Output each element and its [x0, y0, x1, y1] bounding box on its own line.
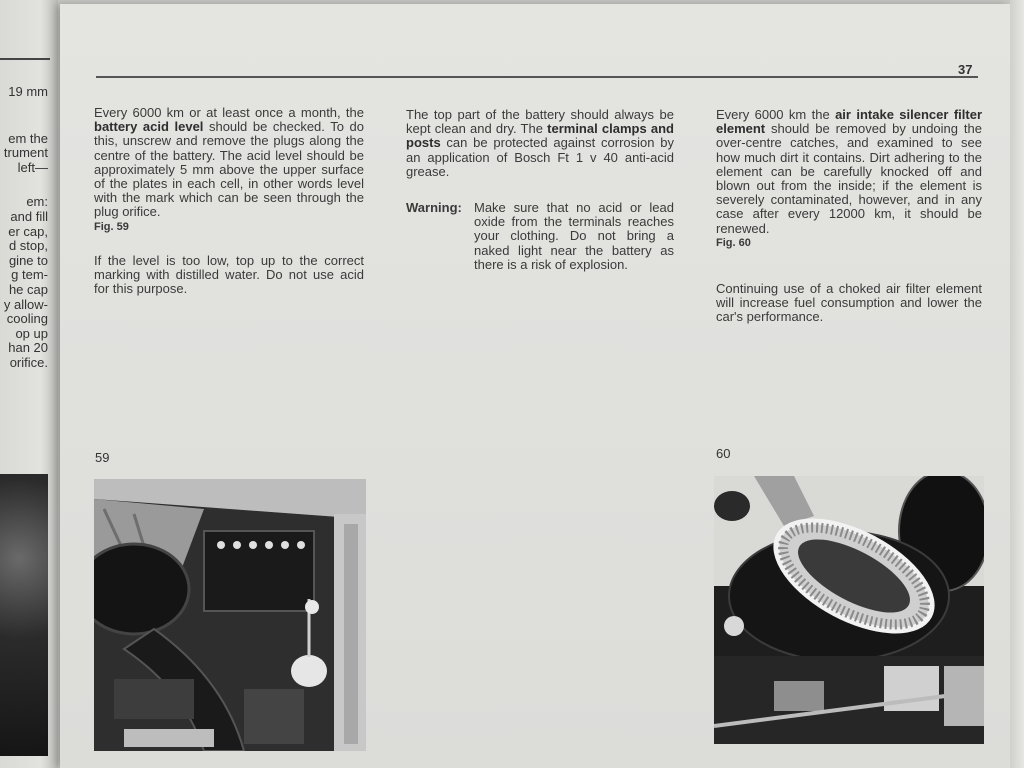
air-filter-element-image — [714, 476, 984, 744]
warning-label: Warning: — [406, 200, 462, 216]
figure-reference: Fig. 59 — [94, 220, 129, 233]
figure-number: 60 — [716, 446, 731, 461]
prev-line: and fill — [10, 208, 48, 224]
prev-line: trument — [3, 145, 48, 161]
previous-page-edge — [0, 0, 58, 768]
battery-photo — [94, 479, 366, 751]
previous-page-photo — [0, 474, 48, 756]
column-battery-acid — [94, 106, 364, 296]
warning-block — [406, 201, 674, 272]
column-air-filter — [716, 108, 982, 324]
figure-number: 59 — [95, 450, 110, 465]
prev-line: gine to — [8, 252, 48, 268]
battery-acid-level-term: battery acid level — [94, 119, 204, 135]
manual-page — [60, 4, 1010, 768]
prev-line: d stop, — [8, 238, 48, 254]
header-rule — [96, 76, 978, 78]
prev-line: op up — [15, 325, 48, 341]
next-page-edge — [1010, 0, 1024, 768]
prev-line: em the — [8, 130, 48, 146]
terminal-clamps-term: terminal clamps and posts — [406, 121, 674, 151]
page-number: 37 — [958, 62, 973, 77]
prev-line: he cap — [8, 281, 48, 297]
prev-line: left— — [17, 159, 48, 175]
prev-line: y allow- — [3, 296, 48, 312]
column-terminals — [406, 108, 674, 272]
prev-line: 19 mm — [8, 84, 48, 99]
battery-acid-paragraph: Every 6000 km or at least once a month, the battery acid level should be checked. To do this, unscrew and remove the plugs along the centre of the battery. The acid level should be approximately 5 mm above the upper surface of the plates in each cell, in other words level with the mark which can be seen through the plug orifice. — [94, 105, 364, 220]
prev-line: g tem- — [11, 267, 48, 283]
prev-line: han 20 — [8, 340, 48, 356]
warning-text: Make sure that no acid or lead oxide from the terminals reaches your clothing. Do not bring a naked light near the battery as there is a risk of explosion. — [474, 200, 674, 272]
prev-line: orifice. — [9, 354, 48, 370]
figure-reference: Fig. 60 — [716, 236, 751, 249]
engine-bay-battery-image — [94, 479, 366, 751]
air-intake-filter-term: air intake silencer filter element — [716, 107, 983, 137]
terminals-paragraph: The top part of the battery should always be kept clean and dry. The terminal clamps and posts can be protected against corrosion by an application of Bosch Ft 1 v 40 anti-acid grease. — [406, 107, 674, 179]
previous-page-text — [0, 85, 48, 371]
air-filter-photo — [714, 476, 984, 744]
prev-line: em: — [26, 194, 48, 210]
prev-line: er cap, — [8, 223, 48, 239]
air-filter-paragraph: Every 6000 km the air intake silencer filter element should be removed by undoing the over-centre catches, and examined to see how much dirt it contains. Dirt adhering to the element can be carefully knocked off and blown out from the inside; if the element is severely contaminated, however, and in any case after every 12000 km, it should be renewed. — [716, 107, 983, 236]
prev-line: cooling — [6, 311, 48, 327]
previous-page-rule — [0, 58, 50, 60]
top-up-paragraph: If the level is too low, top up to the correct marking with distilled water. Do not use acid for this purpose. — [94, 252, 364, 297]
choked-filter-paragraph: Continuing use of a choked air filter element will increase fuel consumption and lower the car's performance. — [716, 280, 982, 325]
